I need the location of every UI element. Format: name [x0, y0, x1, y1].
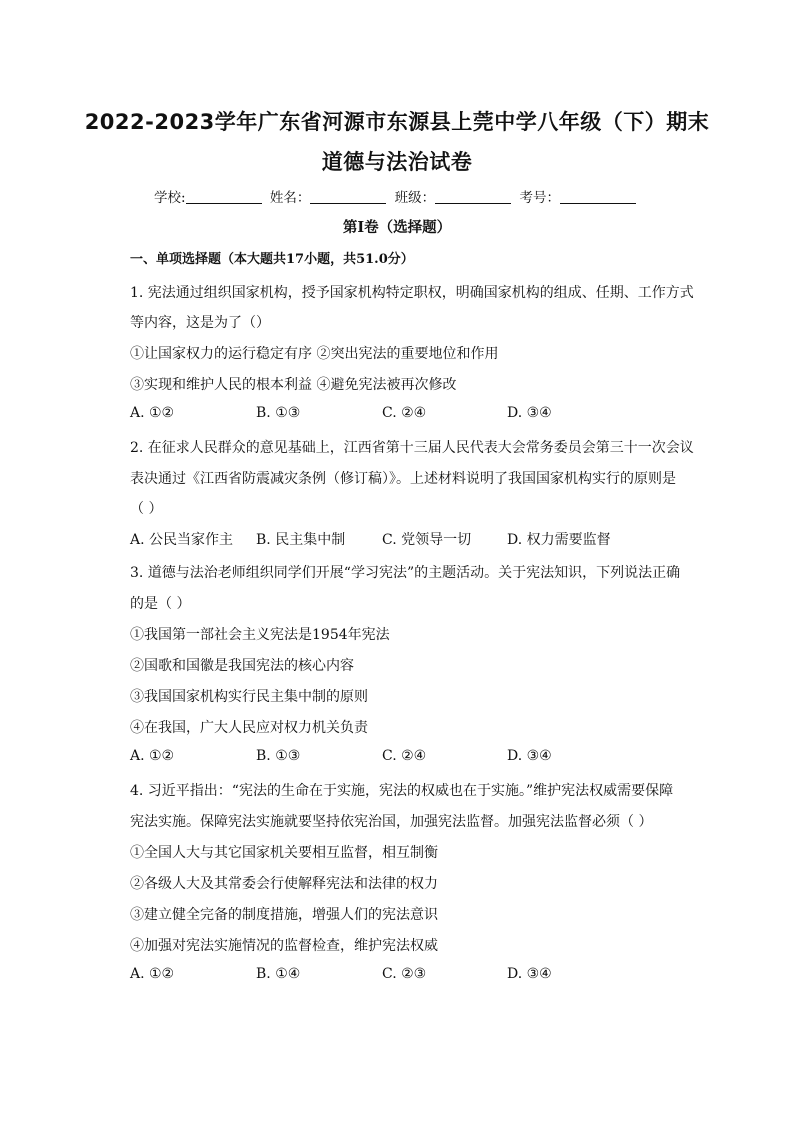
q2-option-b[interactable]: B. 民主集中制 [256, 532, 346, 548]
q1-line-3: ①让国家权力的运行稳定有序 ②突出宪法的重要地位和作用 [130, 346, 499, 362]
exam-no-label: 考号： [519, 190, 560, 206]
q3-line-5: ③我国国家机构实行民主集中制的原则 [130, 689, 368, 705]
q3-line-2: 的是（ ） [130, 596, 191, 612]
q4-line-3: ①全国人大与其它国家机关要相互监督，相互制衡 [130, 845, 438, 861]
q4-line-2: 宪法实施。保障宪法实施就要坚持依宪治国，加强宪法监督。加强宪法监督必须（ ） [130, 814, 653, 830]
q1-line-1: 1. 宪法通过组织国家机构，授予国家机构特定职权，明确国家机构的组成、任期、工作方式 [130, 285, 694, 301]
q3-option-b[interactable]: B. ①③ [256, 748, 301, 764]
exam-title-line2: 道德与法治试卷 [321, 150, 473, 174]
volume-heading: 第I卷（选择题） [342, 219, 452, 236]
q4-option-a[interactable]: A. ①② [130, 966, 175, 982]
q4-line-6: ④加强对宪法实施情况的监督检查，维护宪法权威 [130, 938, 438, 954]
section-heading: 一、单项选择题（本大题共17小题，共51.0分） [130, 252, 414, 267]
q1-option-c[interactable]: C. ②④ [382, 405, 427, 421]
q4-line-1: 4. 习近平指出：“宪法的生命在于实施，宪法的权威也在于实施。”维护宪法权威需要保障 [130, 783, 674, 799]
q1-option-a[interactable]: A. ①② [130, 405, 175, 421]
q3-option-c[interactable]: C. ②④ [382, 748, 427, 764]
school-label: 学校: [154, 190, 186, 206]
q1-line-4: ③实现和维护人民的根本利益 ④避免宪法被再次修改 [130, 377, 457, 393]
q3-line-4: ②国歌和国徽是我国宪法的核心内容 [130, 658, 354, 674]
q4-option-b[interactable]: B. ①④ [256, 966, 301, 982]
q2-line-3: （ ） [130, 501, 163, 517]
name-field[interactable] [310, 191, 386, 204]
q2-line-2: 表决通过《江西省防震减灾条例（修订稿）》。上述材料说明了我国国家机构实行的原则是 [130, 471, 676, 487]
q4-option-d[interactable]: D. ③④ [507, 966, 552, 982]
q4-line-4: ②各级人大及其常委会行使解释宪法和法律的权力 [130, 876, 438, 892]
class-label: 班级： [394, 190, 436, 206]
school-field[interactable] [186, 191, 262, 204]
q2-line-1: 2. 在征求人民群众的意见基础上，江西省第十三届人民代表大会常务委员会第三十一次会议 [130, 440, 694, 456]
q1-line-2: 等内容，这是为了（） [130, 315, 270, 331]
q3-line-1: 3. 道德与法治老师组织同学们开展“学习宪法”的主题活动。关于宪法知识，下列说法正确 [130, 565, 681, 581]
q4-option-c[interactable]: C. ②③ [382, 966, 427, 982]
exam-no-field[interactable] [560, 191, 636, 204]
q1-option-b[interactable]: B. ①③ [256, 405, 301, 421]
q4-line-5: ③建立健全完备的制度措施，增强人们的宪法意识 [130, 907, 438, 923]
exam-title-line1: 2022-2023学年广东省河源市东源县上莞中学八年级（下）期末 [84, 110, 710, 134]
name-label: 姓名： [269, 190, 311, 206]
q3-line-3: ①我国第一部社会主义宪法是1954年宪法 [130, 627, 390, 643]
q2-option-c[interactable]: C. 党领导一切 [382, 532, 472, 548]
class-field[interactable] [435, 191, 511, 204]
q1-option-d[interactable]: D. ③④ [507, 405, 552, 421]
q2-option-d[interactable]: D. 权力需要监督 [507, 532, 611, 548]
q3-option-d[interactable]: D. ③④ [507, 748, 552, 764]
q2-option-a[interactable]: A. 公民当家作主 [130, 532, 234, 548]
student-info-row [0, 186, 794, 206]
q3-option-a[interactable]: A. ①② [130, 748, 175, 764]
q3-line-6: ④在我国，广大人民应对权力机关负责 [130, 720, 368, 736]
